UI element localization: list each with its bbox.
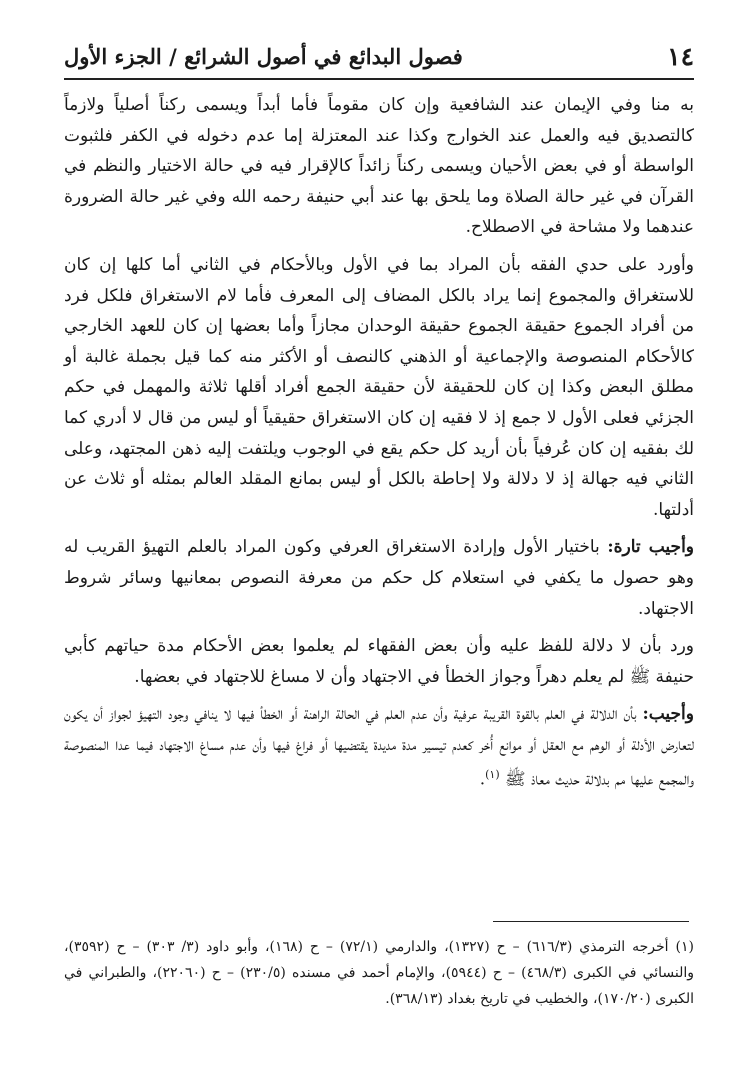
paragraph-text: به منا وفي الإيمان عند الشافعية وإن كان مقوماً فأما أبداً ويسمى ركناً أصلياً ولازماً كالتصديق فيه والعمل عند الخوارج وكذا عند المعتزلة إما عدم دخوله في الكفر فلثبوت الواسطة أو في بعض الأحيان ويسمى ركناً زائداً كالإقرار فيه في حالة الاختيار والنظم في القرآن في غير حالة الصلاة وما يلحق بها عند أبي حنيفة رحمه الله وفي غير حالة الضرورة عندهما ولا مشاحة في الاصطلاح. [64, 95, 694, 238]
paragraph-text: باختيار الأول وإرادة الاستغراق العرفي وكون المراد بالعلم التهيؤ القريب له وهو حصول ما يكفي في استعلام كل حكم من معرفة النصوص بمعانيها وسائر شروط الاجتهاد. [64, 537, 694, 619]
page-header [64, 40, 694, 76]
paragraph-text: وأورد على حدي الفقه بأن المراد بما في الأول وبالأحكام في الثاني أما كلها إن كان للاستغراق والمجموع إنما يراد بالكل المضاف إلى المعرف فأما لام الاستغراق فلكل فرد من أفراد الجموع حقيقة الجموع حقيقة الوحدان مجازاً وأما بعضها إن كان للعهد الخارجي كالأحكام المنصوصة والإجماعية أو الذهني كالنصف أو الأكثر منه كما قيل بجملة غالبة أو مطلق البعض وكذا إن كان للحقيقة لأن حقيقة الجمع أفراد أقلها ثلاثة والمهمل في حكم الجزئي فعلى الأول لا جمع إذ لا فقيه إن كان الاستغراق حقيقياً أو ليس من قال لا أدري كما لك بفقيه إن كان عُرفياً بأن أريد كل حكم يقع في الوجوب ويلتفت إليه ذهن المجتهد، وعلى الثاني فيه جهالة إذ لا دلالة ولا إحاطة بالكل أو ليس بمانع المقلد العالم بمثله أو ثلاث عن أدلتها. [64, 254, 694, 520]
paragraph-1 [64, 90, 694, 243]
running-title: فصول البدائع في أصول الشرائع / الجزء الأول [64, 44, 463, 69]
footnote-1: (١) أخرجه الترمذي (٦١٦/٣) – ح (١٣٢٧)، والدارمي (٧٢/١) – ح (١٦٨)، وأبو داود (٣/ ٣٠٣) – ح (٣٥٩٢)، والنسائي في الكبرى (٤٦٨/٣) – ح (٥٩٤٤)، والإمام أحمد في مسنده (٢٣٠/٥) – ح (٢٢٠٦٠)، والطبراني في الكبرى (١٧٠/٢٠)، والخطيب في تاريخ بغداد (٣٦٨/١٣). [64, 939, 695, 1007]
paragraph-text: بأن الدلالة في العلم بالقوة القريبة عرفية وأن عدم العلم في الحالة الراهنة أو الخطأ فيها لا ينافي وجود التهيؤ لجواز أن يكون لتعارض الأدلة أو الوهم مع العقل أو موانع أُخر كعدم تيسير مدة مديدة يقتضيها أو فراغ فيها وأن عدم مساغ الاجتهاد فيما عدا المنصوصة والمجمع عليها مم بدلالة حديث معاذ ﷺ [64, 704, 694, 791]
paragraph-4 [64, 631, 694, 692]
paragraph-2 [64, 250, 694, 525]
paragraph-lead: وأجيب: [642, 704, 694, 725]
paragraph-5 [64, 699, 694, 795]
footnote-divider [493, 921, 689, 922]
page-number: ١٤ [667, 42, 694, 71]
paragraph-text: ورد بأن لا دلالة للفظ عليه وأن بعض الفقهاء لم يعلموا بعض الأحكام مدة حياتهم كأبي حنيفة ﷺ لم يعلم دهراً وجواز الخطأ في الاجتهاد وأن لا مساغ للاجتهاد في بعضها. [64, 636, 694, 687]
main-text [64, 90, 694, 803]
paragraph-3 [64, 532, 694, 624]
footnote-reference[interactable]: (١) [485, 768, 500, 782]
footnotes [64, 934, 694, 1012]
header-divider [64, 78, 694, 80]
paragraph-lead: وأجيب تارة: [607, 537, 694, 558]
end-period: . [479, 770, 486, 791]
